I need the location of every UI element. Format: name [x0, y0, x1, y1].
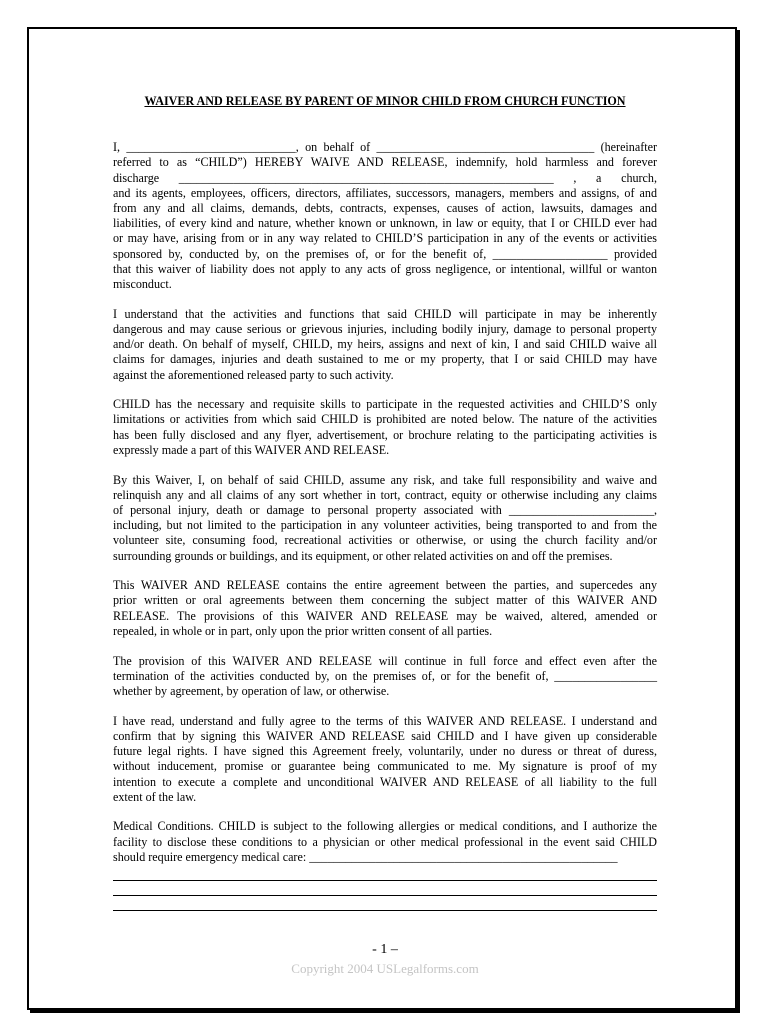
text-line: CHILD has the necessary and requisite skills to participate in the requested activities and CHILD’S only	[113, 397, 657, 412]
blank-line-2[interactable]	[113, 881, 657, 896]
text-line: or may have, arising from or in any way related to CHILD’S participation in any of the events or activities	[113, 231, 657, 246]
text-line: termination of the activities conducted by, on the premises of, or for the benefit of, _________________	[113, 668, 657, 683]
text-line: I understand that the activities and functions that said CHILD will participate in may be inherently	[113, 306, 657, 321]
text-line: whether by agreement, by operation of law, or otherwise.	[113, 684, 390, 698]
text-line: without inducement, promise or guarantee being communicated to me. My signature is proof of my	[113, 759, 657, 774]
text-line: Medical Conditions. CHILD is subject to the following allergies or medical conditions, and I authorize the	[113, 819, 657, 834]
text-line: that this waiver of liability does not apply to any acts of gross negligence, or intentional, willful or wanton	[113, 261, 657, 276]
paragraph	[113, 819, 657, 865]
paragraphs-container	[113, 140, 657, 865]
paragraph	[113, 578, 657, 639]
text-line: against the aforementioned released party to such activity.	[113, 367, 394, 382]
page-number: - 1 –	[372, 942, 398, 957]
text-line: misconduct.	[113, 277, 172, 292]
text-line: dangerous and may cause serious or grievous injuries, including bodily injury, damage to personal property	[113, 321, 657, 336]
text-line: has been fully disclosed and any flyer, advertisement, or brochure relating to the participating activities is	[113, 427, 657, 442]
medical-conditions-blank-lines[interactable]	[113, 866, 657, 912]
text-line: limitations or activities from which said CHILD is prohibited are noted below. The nature of the activities	[113, 412, 657, 427]
text-line: RELEASE. The provisions of this WAIVER AND RELEASE may be waived, altered, amended or	[113, 608, 657, 623]
copyright-notice: Copyright 2004 USLegalforms.com	[291, 961, 479, 976]
text-line: relinquish any and all claims of any sort whether in tort, contract, equity or otherwise including any claims	[113, 487, 657, 502]
text-line: intention to execute a complete and unconditional WAIVER AND RELEASE of all liability to the full	[113, 774, 657, 789]
blank-line-3[interactable]	[113, 896, 657, 911]
text-line: sponsored by, conducted by, on the premises of, or for the benefit of, ___________________ provided	[113, 246, 657, 261]
paragraph	[113, 140, 657, 292]
text-line: liabilities, of every kind and nature, whether known or unknown, in law or equity, that I or CHILD ever had	[113, 216, 657, 231]
paragraph	[113, 307, 657, 383]
text-line: By this Waiver, I, on behalf of said CHILD, assume any risk, and take full responsibility and waive and	[113, 472, 657, 487]
text-line: including, but not limited to the participation in any volunteer activities, being transported to and from the	[113, 518, 657, 533]
text-line: I have read, understand and fully agree to the terms of this WAIVER AND RELEASE. I understand and	[113, 713, 657, 728]
text-line: expressly made a part of this WAIVER AND RELEASE.	[113, 442, 390, 457]
paragraph	[113, 714, 657, 805]
text-line: I, ____________________________, on behalf of ____________________________________ (hereinafter	[113, 140, 657, 155]
text-line: future legal rights. I have signed this Agreement freely, voluntarily, under no duress or threat of duress,	[113, 744, 657, 759]
paragraph	[113, 473, 657, 564]
text-line: and its agents, employees, officers, directors, affiliates, successors, managers, members and assigns, of and	[113, 185, 657, 200]
text-line: and/or death. On behalf of myself, CHILD, my heirs, assigns and next of kin, I and said CHILD waive all	[113, 337, 657, 352]
text-line: The provision of this WAIVER AND RELEASE will continue in full force and effect even after the	[113, 653, 657, 668]
text-line: of personal injury, death or damage to personal property associated with ________________________,	[113, 502, 657, 517]
text-line: repealed, in whole or in part, only upon the prior written consent of all parties.	[113, 623, 493, 638]
text-line: discharge ______________________________________________________________ , a church,	[113, 170, 657, 185]
text-line: facility to disclose these conditions to a physician or other medical professional in the event said CHILD	[113, 834, 657, 849]
blank-line-1[interactable]	[113, 866, 657, 881]
document-body	[113, 94, 657, 911]
paragraph	[113, 654, 657, 700]
document-title: WAIVER AND RELEASE BY PARENT OF MINOR CHILD FROM CHURCH FUNCTION	[144, 94, 626, 108]
text-line: prior written or oral agreements between them concerning the subject matter of this WAIVER AND	[113, 593, 657, 608]
text-line: referred to as “CHILD”) HEREBY WAIVE AND RELEASE, indemnify, hold harmless and forever	[113, 155, 657, 170]
text-line: from any and all claims, demands, debts, contracts, expenses, causes of action, lawsuits, damages and	[113, 201, 657, 216]
text-line: confirm that by signing this WAIVER AND RELEASE said CHILD and I have given up considerable	[113, 728, 657, 743]
text-line: volunteer site, consuming food, recreational activities or otherwise, or using the church facility and/or	[113, 533, 657, 548]
text-line: should require emergency medical care: ___________________________________________________	[113, 849, 618, 864]
text-line: claims for damages, injuries and death sustained to me or my property, that I or said CHILD may have	[113, 352, 657, 367]
text-line: surrounding grounds or buildings, and its equipment, or other related activities on and off the premises.	[113, 548, 613, 563]
text-line: extent of the law.	[113, 789, 197, 804]
paragraph	[113, 397, 657, 458]
text-line: This WAIVER AND RELEASE contains the entire agreement between the parties, and supercedes any	[113, 578, 657, 593]
